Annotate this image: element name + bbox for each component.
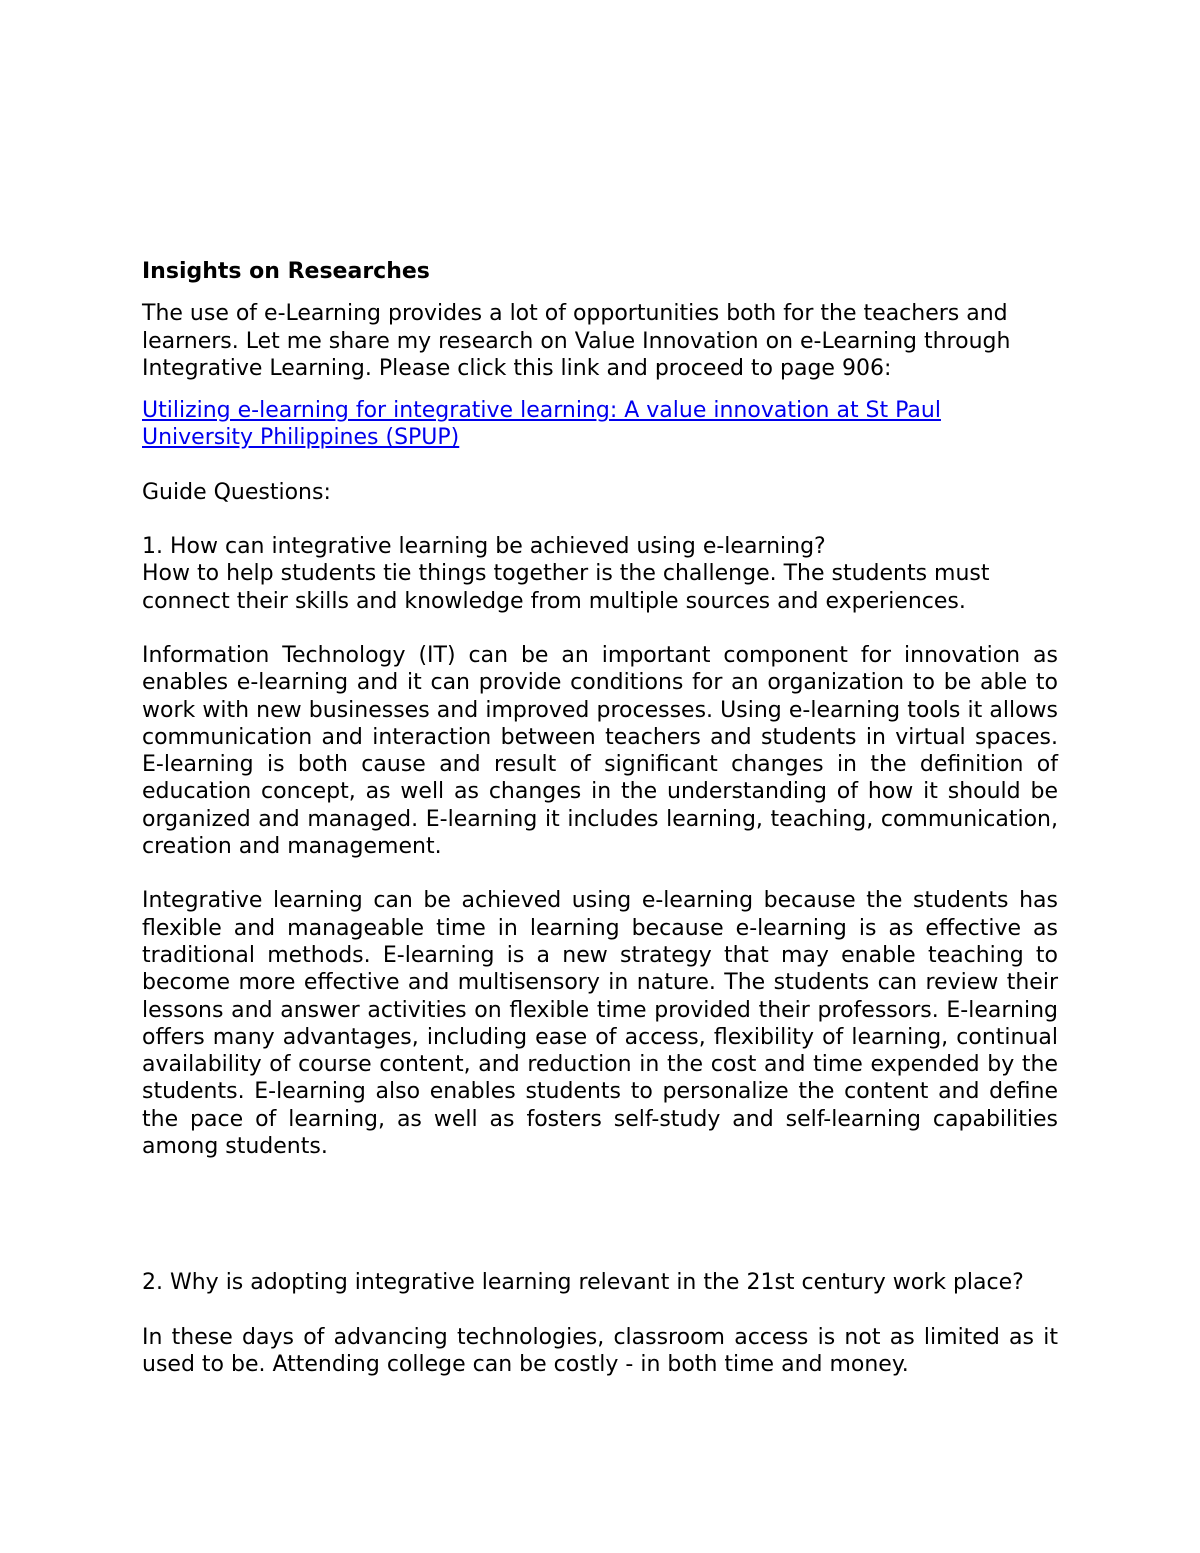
document-page <box>142 258 1058 1378</box>
question-1: 1. How can integrative learning be achieved using e-learning? <box>142 534 826 560</box>
guide-questions-label: Guide Questions: <box>142 479 331 505</box>
question-1-answer-integrative: Integrative learning can be achieved using e-learning because the students has flexible and manageable time in learning because e-learning is as effective as traditional methods. E-learning is a new strategy that may enable teaching to become more effective and multisensory in nature. The students can review their lessons and answer activities on flexible time provided their professors. E-learning offers many advantages, including ease of access, flexibility of learning, continual availability of course content, and reduction in the cost and time expended by the students. E-learning also enables students to personalize the content and define the pace of learning, as well as fosters self-study and self-learning capabilities among students. <box>142 888 1058 1160</box>
research-link[interactable]: Utilizing e-learning for integrative learning: A value innovation at St Paul University Philippines (SPUP) <box>142 398 941 451</box>
document-heading: Insights on Researches <box>142 259 430 284</box>
intro-paragraph: The use of e-Learning provides a lot of opportunities both for the teachers and learners. Let me share my research on Value Innovation on e-Learning through Integrative Learning. Please click this link and proceed to page 906: <box>142 301 1011 381</box>
question-2-answer: In these days of advancing technologies, classroom access is not as limited as it used to be. Attending college can be costly - in both time and money. <box>142 1324 1058 1377</box>
question-1-answer-intro: How to help students tie things together is the challenge. The students must connect their skills and knowledge from multiple sources and experiences. <box>142 561 990 614</box>
question-1-answer-it: Information Technology (IT) can be an important component for innovation as enables e-learning and it can provide conditions for an organization to be able to work with new businesses and improved processes. Using e-learning tools it allows communication and interaction between teachers and students in virtual spaces. E-learning is both cause and result of significant changes in the definition of education concept, as well as changes in the understanding of how it should be organized and managed. E-learning it includes learning, teaching, communication, creation and management. <box>142 642 1058 860</box>
question-2: 2. Why is adopting integrative learning relevant in the 21st century work place? <box>142 1270 1024 1296</box>
